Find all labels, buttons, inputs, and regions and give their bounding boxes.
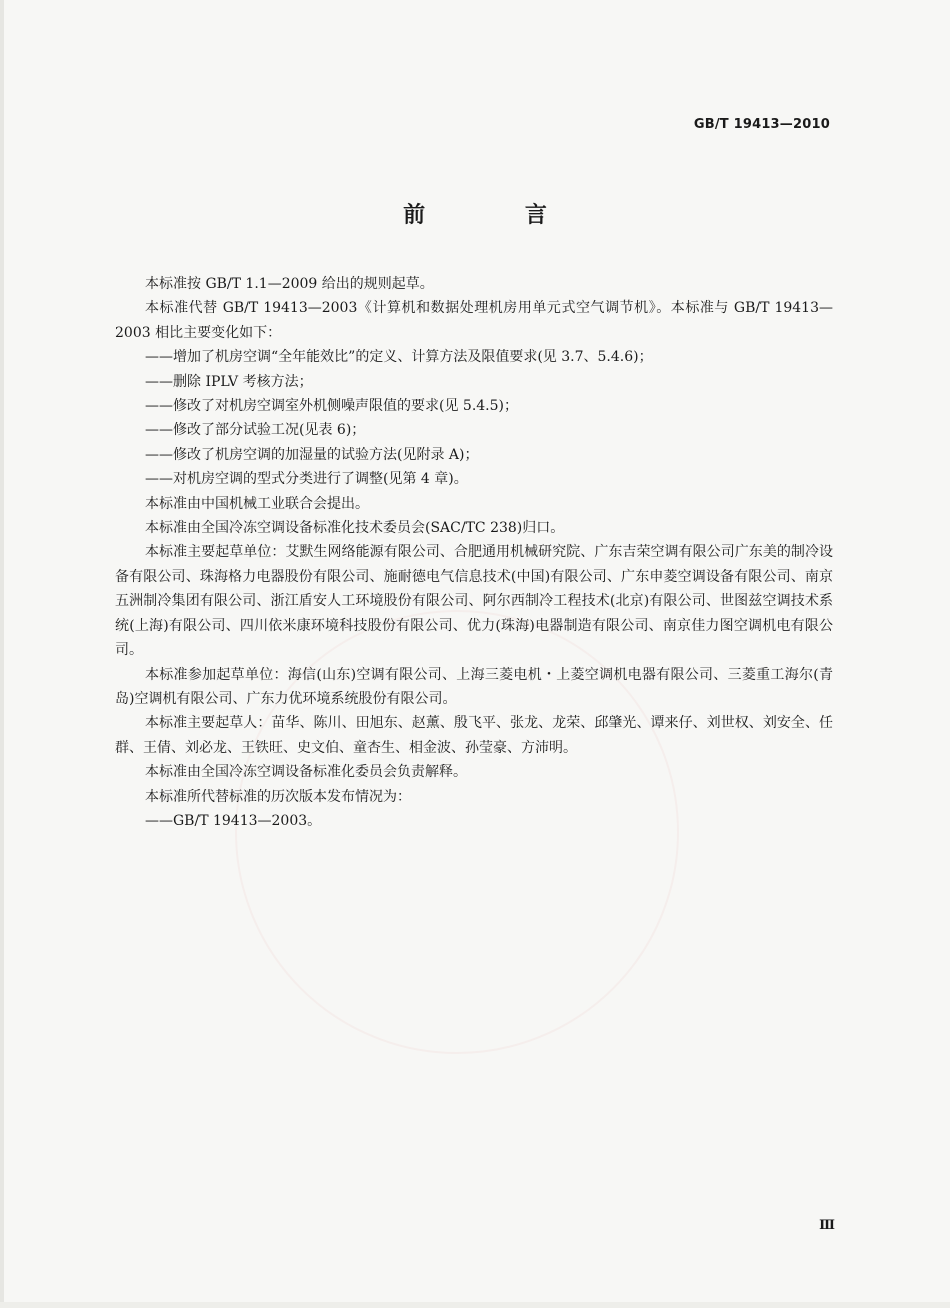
change-item: ——对机房空调的型式分类进行了调整(见第 4 章)。	[145, 471, 468, 488]
page-title: 前 言	[403, 203, 593, 228]
paragraph-main-drafters-units: 本标准主要起草单位：艾默生网络能源有限公司、合肥通用机械研究院、广东吉荣空调有限公司广东美的制冷设备有限公司、珠海格力电器股份有限公司、施耐德电气信息技术(中国)有限公司、广东申菱空调设备有限公司、南京五洲制冷集团有限公司、浙江盾安人工环境股份有限公司、阿尔西制冷工程技术(北京)有限公司、世图兹空调技术系统(上海)有限公司、四川依米康环境科技股份有限公司、优力(珠海)电器制造有限公司、南京佳力图空调机电有限公司。	[115, 544, 833, 659]
page-edge	[0, 0, 4, 1308]
previous-edition-item: ——GB/T 19413—2003。	[145, 812, 322, 829]
paragraph-proposer: 本标准由中国机械工业联合会提出。	[145, 495, 369, 512]
paragraph-drafting-rules: 本标准按 GB/T 1.1—2009 给出的规则起草。	[145, 276, 434, 292]
page-edge-bottom	[0, 1302, 950, 1308]
change-item: ——修改了机房空调的加湿量的试验方法(见附录 A)；	[145, 446, 479, 463]
change-item: ——删除 IPLV 考核方法；	[145, 373, 313, 390]
standard-number: GB/T 19413—2010	[693, 117, 830, 132]
paragraph-administrator: 本标准由全国冷冻空调设备标准化技术委员会(SAC/TC 238)归口。	[145, 520, 565, 537]
paragraph-previous-editions: 本标准所代替标准的历次版本发布情况为：	[145, 788, 411, 805]
paragraph-replaces: 本标准代替 GB/T 19413—2003《计算机和数据处理机房用单元式空气调节机》。本标准与 GB/T 19413—2003 相比主要变化如下：	[115, 300, 833, 341]
change-item: ——修改了对机房空调室外机侧噪声限值的要求(见 5.4.5)；	[145, 398, 518, 415]
paragraph-main-drafters: 本标准主要起草人：苗华、陈川、田旭东、赵薰、殷飞平、张龙、龙荣、邱肇光、谭来仔、刘世权、刘安全、任群、王倩、刘必龙、王铁旺、史文伯、童杏生、相金波、孙莹豪、方沛明。	[115, 715, 833, 756]
change-item: ——修改了部分试验工况(见表 6)；	[145, 422, 366, 439]
document-body	[115, 272, 833, 833]
paragraph-interpretation: 本标准由全国冷冻空调设备标准化委员会负责解释。	[145, 764, 467, 781]
paragraph-participating-units: 本标准参加起草单位：海信(山东)空调有限公司、上海三菱电机・上菱空调机电器有限公司、三菱重工海尔(青岛)空调机有限公司、广东力优环境系统股份有限公司。	[115, 666, 833, 707]
page-number: Ⅲ	[819, 1218, 835, 1233]
change-item: ——增加了机房空调“全年能效比”的定义、计算方法及限值要求(见 3.7、5.4.6)；	[145, 349, 653, 366]
